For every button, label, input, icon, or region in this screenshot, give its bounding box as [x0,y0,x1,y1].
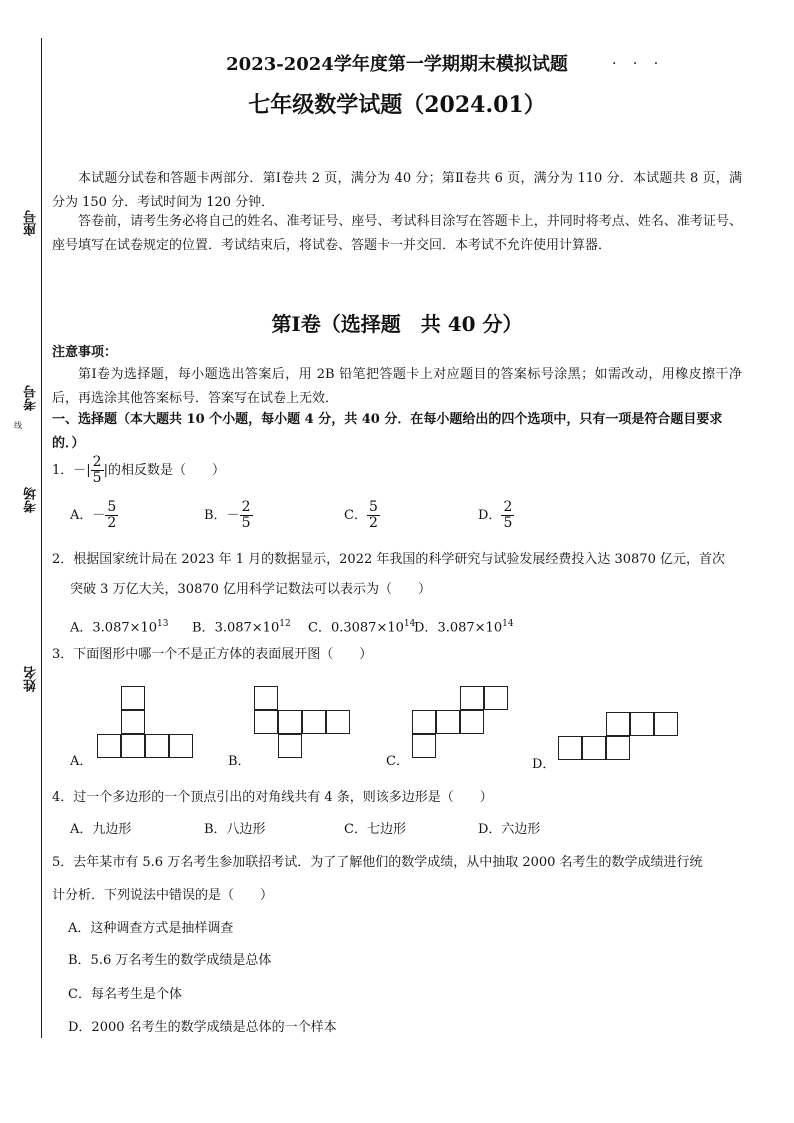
exam-number-label: 考号 [24,385,39,411]
q5-option-a: A．这种调查方式是抽样调查 [68,921,234,936]
q3-label-c: C． [386,754,409,769]
option-label: A． [70,620,93,636]
decorative-dots: · · · [612,56,665,72]
q2-line-2: 突破 3 万亿大关，30870 亿用科学记数法可以表示为（ ） [70,582,432,597]
option-label: B． [192,620,215,636]
q5-option-d: D．2000 名考生的数学成绩是总体的一个样本 [68,1020,337,1035]
option-exp: 14 [502,619,514,629]
q1-option-b [204,500,253,531]
q1-option-a [70,500,118,531]
notice-heading: 注意事项： [52,345,118,360]
q4-option-c: C．七边形 [344,822,406,837]
option-label: A． [70,508,93,523]
exam-room-label: 考场 [24,487,39,513]
q1-post: |的相反数是（ ） [103,463,225,478]
option-label: D． [414,620,438,636]
exam-subtitle: 七年级数学试题（2024.01） [248,92,546,118]
question-1 [52,455,225,486]
q3-label-d: D． [532,757,556,772]
part1-instructions: 一、选择题（本大题共 10 个小题，每小题 4 分，共 40 分．在每小题给出的四个选项中，只有一项是符合题目要求的．） [52,412,723,451]
option-den: 2 [368,515,378,531]
option-exp: 14 [403,619,416,629]
q2-option-a [70,614,169,638]
q3-label-a: A． [70,754,93,769]
q5-option-b: B．5.6 万名考生的数学成绩是总体 [68,953,272,968]
name-label: 姓名 [24,666,39,692]
option-num: 2 [503,499,513,515]
option-base: 3.087×10 [92,620,158,636]
option-num: 5 [107,499,117,515]
q1-pre: －| [73,463,91,478]
q5-line-2: 计分析．下列说法中错误的是（ ） [52,888,274,903]
option-exp: 13 [157,619,169,629]
option-exp: 12 [279,619,291,629]
q1-fraction [91,455,104,486]
option-den: 2 [107,515,117,531]
option-label: C． [344,508,367,523]
option-sign: － [92,508,106,523]
q3-text: 3．下面图形中哪一个不是正方体的表面展开图（ ） [52,647,373,662]
q2-option-d [414,614,514,638]
q4-option-a: A．九边形 [70,822,132,837]
intro-paragraph-1: 本试题分试卷和答题卡两部分．第Ⅰ卷共 2 页，满分为 40 分；第Ⅱ卷共 6 页，满分为 110 分．本试题共 8 页，满分为 150 分．考试时间为 120 分钟． [52,171,742,210]
exam-title: 2023-2024学年度第一学期期末模拟试题 [226,54,568,75]
q2-line-1: 2．根据国家统计局在 2023 年 1 月的数据显示，2022 年我国的科学研究与试验发展经费投入达 30870 亿元，首次 [52,552,725,567]
section-title: 第Ⅰ卷（选择题 共 40 分） [271,312,523,336]
q2-option-c [308,614,415,638]
q2-option-b [192,614,291,638]
q4-text: 4．过一个多边形的一个顶点引出的对角线共有 4 条，则该多边形是（ ） [52,790,493,805]
q5-option-c: C．每名考生是个体 [68,987,182,1002]
option-label: C． [308,620,331,636]
option-den: 5 [241,515,251,531]
cut-line-mark: 线 [14,421,22,430]
q4-option-d: D．六边形 [478,822,541,837]
option-sign: － [226,508,240,523]
notice-text: 第Ⅰ卷为选择题，每小题选出答案后，用 2B 铅笔把答题卡上对应题目的答案标号涂黑；如需改动，用橡皮擦干净后，再选涂其他答案标号．答案写在试卷上无效． [52,367,742,406]
option-base: 3.087×10 [437,620,503,636]
q1-number: 1． [52,463,74,478]
seat-number-label: 座号 [24,210,39,236]
intro-paragraph-2: 答卷前，请考生务必将自己的姓名、准考证号、座号、考试科目涂写在答题卡上，并同时将考点、姓名、准考证号、座号填写在试卷规定的位置．考试结束后，将试卷、答题卡一并交回．本考试不允许使用计算器． [52,214,742,253]
option-num: 5 [368,499,378,515]
option-label: D． [478,508,502,523]
q1-option-c [344,500,380,531]
option-base: 0.3087×10 [330,620,404,636]
q1-frac-num: 2 [92,454,102,470]
option-num: 2 [241,499,251,515]
q5-line-1: 5．去年某市有 5.6 万名考生参加联招考试．为了了解他们的数学成绩，从中抽取 2000 名考生的数学成绩进行统 [52,855,703,870]
q1-frac-den: 5 [92,470,102,486]
option-base: 3.087×10 [214,620,280,636]
q3-label-b: B． [228,754,251,769]
q4-option-b: B．八边形 [204,822,266,837]
option-den: 5 [503,515,513,531]
q1-option-d [478,500,514,531]
binding-line [41,38,42,1038]
option-label: B． [204,508,227,523]
